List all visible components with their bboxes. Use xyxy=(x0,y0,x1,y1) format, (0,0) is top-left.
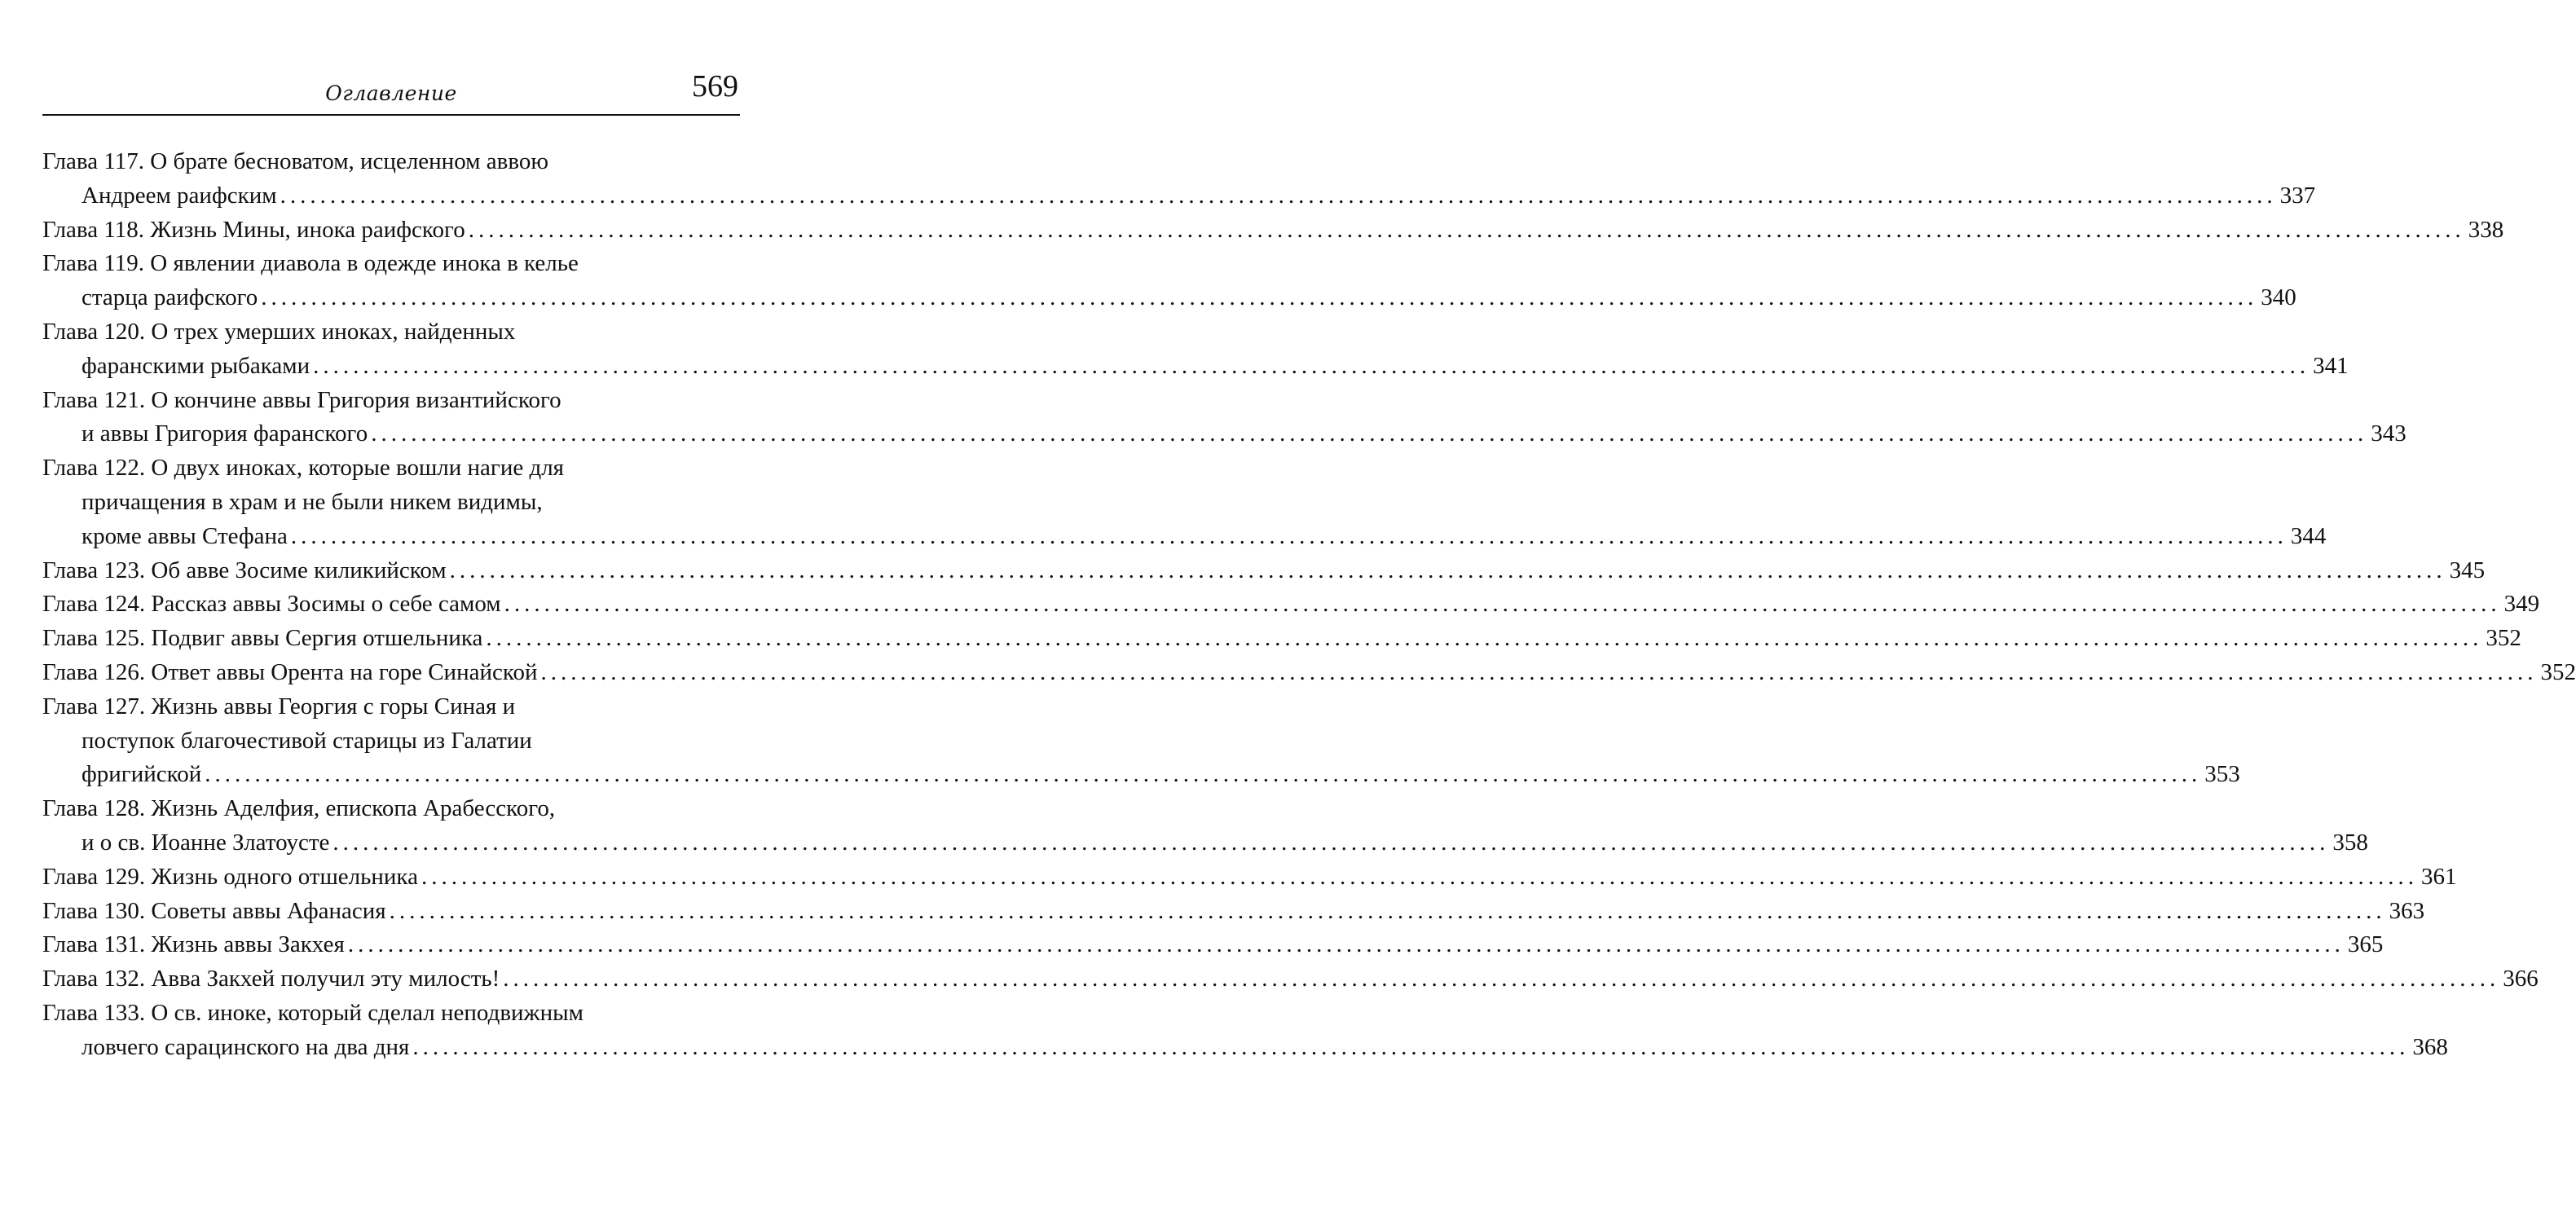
chapter-title-line: причащения в храм и не были никем видимы, xyxy=(81,488,543,515)
toc-entry-first-line xyxy=(42,860,2457,895)
chapter-number: Глава 131. xyxy=(42,931,146,958)
dot-leader: ........................................................................................................................................................................................................ xyxy=(468,216,2465,243)
header-page-number: 569 xyxy=(692,69,738,103)
toc-entry-first-line xyxy=(42,315,740,350)
page-number: 349 xyxy=(2503,591,2540,618)
toc-entry-continuation-line xyxy=(42,486,740,520)
toc-entry-first-line xyxy=(42,962,2539,997)
chapter-title-line: О явлении диавола в одежде инока в келье xyxy=(150,250,579,277)
chapter-title-line: фригийской xyxy=(81,761,202,788)
toc-entry-text xyxy=(42,213,465,248)
toc-entry-text xyxy=(42,895,386,929)
chapter-title-line: Об авве Зосиме киликийском xyxy=(151,557,447,583)
page-number: 366 xyxy=(2503,966,2539,992)
toc-entry-first-line xyxy=(42,690,740,724)
page-number: 361 xyxy=(2420,863,2457,890)
toc-entry xyxy=(42,792,2368,860)
toc-entry-text xyxy=(42,319,515,345)
page-number: 338 xyxy=(2468,216,2504,243)
page-number: 353 xyxy=(2204,761,2240,788)
toc-entry-text xyxy=(42,387,561,413)
toc-entry-continuation-line xyxy=(42,520,2327,554)
toc-entry-text xyxy=(42,622,482,656)
chapter-title-line: О св. иноке, который сделал неподвижным xyxy=(151,999,583,1026)
chapter-number: Глава 117. xyxy=(42,148,145,174)
header-title: Оглавление xyxy=(325,81,457,105)
dot-leader: ........................................................................................................................................................................................................ xyxy=(332,829,2330,856)
chapter-number: Глава 123. xyxy=(42,557,146,583)
toc-entry-first-line xyxy=(42,451,740,486)
toc-entry-text xyxy=(42,1000,583,1026)
chapter-title-line: Авва Закхей получил эту милость! xyxy=(151,966,500,992)
chapter-title-line: кроме аввы Стефана xyxy=(81,522,288,549)
toc-entry-text xyxy=(42,554,447,588)
page-number: 340 xyxy=(2261,284,2296,311)
toc-entry-first-line xyxy=(42,656,2576,690)
toc-entry-first-line xyxy=(42,247,740,281)
chapter-title-line: О брате бесноватом, исцеленном аввою xyxy=(150,148,548,174)
toc-entry-text xyxy=(42,795,555,821)
chapter-number: Глава 129. xyxy=(42,863,146,890)
dot-leader: ........................................................................................................................................................................................................ xyxy=(503,966,2500,992)
chapter-number: Глава 124. xyxy=(42,591,146,618)
chapter-number: Глава 132. xyxy=(42,966,146,992)
chapter-title-line: ловчего сарацинского на два дня xyxy=(81,1033,410,1060)
page-number: 352 xyxy=(2486,625,2521,652)
chapter-title-line: Жизнь Аделфия, епископа Арабесского, xyxy=(151,795,556,822)
toc-entry-text xyxy=(81,489,543,515)
chapter-number: Глава 128. xyxy=(42,795,146,822)
chapter-number: Глава 121. xyxy=(42,386,146,413)
toc-entry-text xyxy=(42,656,538,690)
dot-leader: ........................................................................................................................................................................................................ xyxy=(421,863,2418,890)
chapter-number: Глава 122. xyxy=(42,455,146,482)
page-number: 343 xyxy=(2371,420,2406,447)
toc-entry xyxy=(42,860,2457,895)
toc-entry-text xyxy=(81,758,201,792)
toc-entry-first-line xyxy=(42,928,2384,962)
toc-entry-continuation-line xyxy=(42,758,2240,792)
toc-entry-first-line xyxy=(42,895,2425,929)
toc-entry-text xyxy=(81,826,329,860)
toc-entry xyxy=(42,213,2504,248)
dot-leader: ........................................................................................................................................................................................................ xyxy=(205,761,2202,788)
page-number: 344 xyxy=(2290,522,2327,549)
toc-entry-text xyxy=(81,179,277,213)
dot-leader: ........................................................................................................................................................................................................ xyxy=(313,352,2310,379)
toc-entry xyxy=(42,928,2384,962)
chapter-title-line: Советы аввы Афанасия xyxy=(151,897,386,924)
page-number: 358 xyxy=(2332,829,2368,856)
toc-entry-first-line xyxy=(42,622,2521,656)
toc-entry xyxy=(42,895,2425,929)
toc-entry-text xyxy=(81,350,310,384)
page-number: 337 xyxy=(2279,182,2316,209)
chapter-title-line: Рассказ аввы Зосимы о себе самом xyxy=(151,591,501,618)
toc-entry-text xyxy=(81,520,288,554)
dot-leader: ........................................................................................................................................................................................................ xyxy=(389,897,2386,924)
toc-entry-text xyxy=(42,250,579,276)
dot-leader: ........................................................................................................................................................................................................ xyxy=(540,658,2538,685)
toc-entry-continuation-line xyxy=(42,1031,2448,1065)
chapter-title-line: и о св. Иоанне Златоусте xyxy=(81,829,330,856)
toc-entry-first-line xyxy=(42,792,740,826)
page-number: 365 xyxy=(2347,931,2384,958)
toc-entry xyxy=(42,997,2448,1065)
dot-leader: ........................................................................................................................................................................................................ xyxy=(280,182,2277,209)
toc-entry-text xyxy=(81,1031,409,1065)
chapter-title-line: Ответ аввы Орента на горе Синайской xyxy=(151,658,538,685)
chapter-title-line: поступок благочестивой старицы из Галатии xyxy=(81,727,532,754)
toc-entry xyxy=(42,145,2316,213)
toc-entry xyxy=(42,451,2327,553)
chapter-number: Глава 119. xyxy=(42,250,145,277)
chapter-title-line: Жизнь Мины, инока раифского xyxy=(150,216,465,243)
dot-leader: ........................................................................................................................................................................................................ xyxy=(290,522,2288,549)
toc-entry-text xyxy=(42,860,418,895)
toc-entry-continuation-line xyxy=(42,350,2349,384)
chapter-number: Глава 130. xyxy=(42,897,146,924)
chapter-number: Глава 125. xyxy=(42,625,146,652)
toc-entry-text xyxy=(42,962,500,997)
page-number: 363 xyxy=(2389,897,2425,924)
toc-entry-continuation-line xyxy=(42,724,740,759)
table-of-contents xyxy=(42,145,2576,1065)
toc-entry xyxy=(42,247,2296,315)
dot-leader: ........................................................................................................................................................................................................ xyxy=(371,420,2368,447)
dot-leader: ........................................................................................................................................................................................................ xyxy=(412,1033,2410,1060)
toc-entry-text xyxy=(42,587,501,622)
chapter-title-line: Жизнь одного отшельника xyxy=(151,863,418,890)
dot-leader: ........................................................................................................................................................................................................ xyxy=(261,284,2258,311)
toc-entry-text xyxy=(42,455,564,481)
chapter-title-line: старца раифского xyxy=(81,284,258,311)
chapter-title-line: О кончине аввы Григория византийского xyxy=(151,386,561,413)
chapter-number: Глава 127. xyxy=(42,693,146,720)
chapter-title-line: фаранскими рыбаками xyxy=(81,352,310,379)
toc-entry xyxy=(42,690,2240,792)
chapter-title-line: О трех умерших иноках, найденных xyxy=(151,318,516,345)
toc-entry-first-line xyxy=(42,145,740,179)
running-header xyxy=(42,64,740,116)
chapter-number: Глава 133. xyxy=(42,999,146,1026)
toc-entry xyxy=(42,962,2539,997)
chapter-title-line: Жизнь аввы Георгия с горы Синая и xyxy=(151,693,516,720)
toc-entry-text xyxy=(42,928,345,962)
toc-entry-continuation-line xyxy=(42,179,2316,213)
toc-entry xyxy=(42,656,2576,690)
toc-entry xyxy=(42,384,2406,452)
toc-entry-first-line xyxy=(42,587,2540,622)
page-number: 352 xyxy=(2540,658,2576,685)
toc-entry-first-line xyxy=(42,997,740,1031)
toc-entry xyxy=(42,622,2521,656)
toc-entry-continuation-line xyxy=(42,417,2406,451)
chapter-title-line: Андреем раифским xyxy=(81,182,277,209)
toc-entry-text xyxy=(81,417,368,451)
toc-entry-text xyxy=(42,148,548,174)
chapter-number: Глава 118. xyxy=(42,216,145,243)
toc-entry-text xyxy=(42,693,515,720)
dot-leader: ........................................................................................................................................................................................................ xyxy=(486,625,2483,652)
toc-entry-first-line xyxy=(42,213,2504,248)
chapter-title-line: и аввы Григория фаранского xyxy=(81,420,368,447)
toc-entry-first-line xyxy=(42,554,2486,588)
toc-entry-first-line xyxy=(42,384,740,418)
chapter-title-line: Подвиг аввы Сергия отшельника xyxy=(151,625,483,652)
toc-entry xyxy=(42,315,2349,384)
chapter-number: Глава 120. xyxy=(42,318,146,345)
page-number: 345 xyxy=(2449,557,2486,583)
toc-entry-text xyxy=(81,728,532,754)
toc-entry-continuation-line xyxy=(42,826,2368,860)
dot-leader: ........................................................................................................................................................................................................ xyxy=(347,931,2345,958)
chapter-number: Глава 126. xyxy=(42,658,146,685)
dot-leader: ........................................................................................................................................................................................................ xyxy=(504,591,2501,618)
page-number: 341 xyxy=(2313,352,2349,379)
toc-entry xyxy=(42,587,2540,622)
page-number: 368 xyxy=(2412,1033,2448,1060)
toc-entry-text xyxy=(81,281,258,315)
toc-entry-continuation-line xyxy=(42,281,2296,315)
dot-leader: ........................................................................................................................................................................................................ xyxy=(449,557,2446,583)
toc-entry xyxy=(42,554,2486,588)
chapter-title-line: Жизнь аввы Закхея xyxy=(151,931,345,958)
chapter-title-line: О двух иноках, которые вошли нагие для xyxy=(151,455,565,482)
